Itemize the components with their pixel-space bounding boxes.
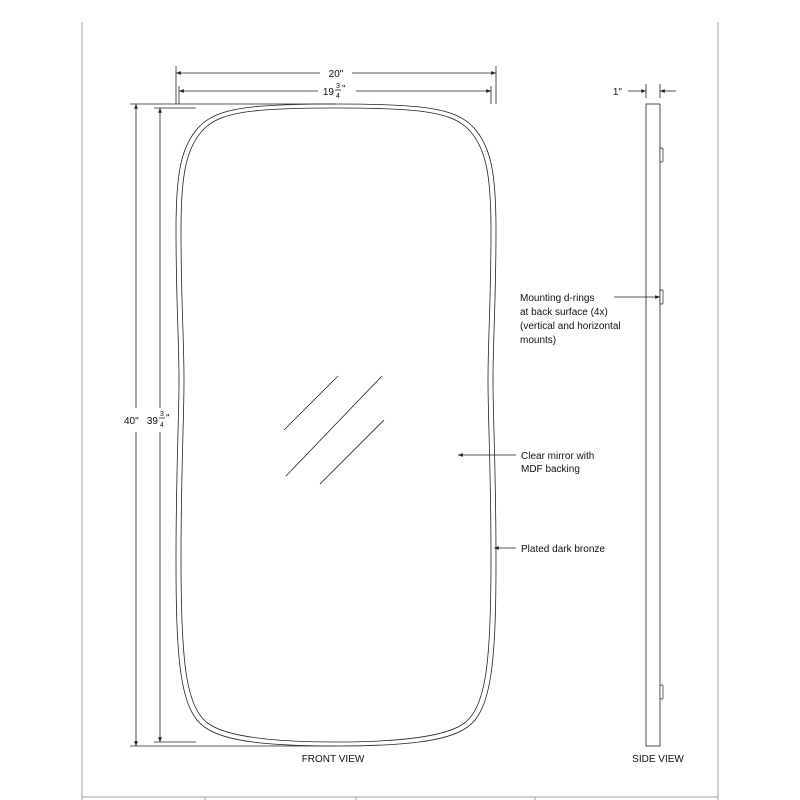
- inner-height-numerator: 3: [160, 411, 164, 418]
- inner-height-whole: 39: [146, 416, 158, 427]
- inner-width-numerator: 3: [336, 83, 340, 90]
- mirror-frame-outer: [176, 104, 496, 746]
- depth-label: 1": [612, 87, 622, 98]
- callout-mounting-line-2: at back surface (4x): [520, 307, 608, 318]
- outer-height-label: 40": [124, 416, 139, 427]
- inner-width-denominator: 4: [336, 93, 340, 100]
- height-dimensions: [120, 104, 336, 746]
- d-ring-bottom: [660, 685, 663, 699]
- mirror-frame-inner: [181, 108, 491, 742]
- callout-mounting: [520, 293, 660, 346]
- callout-mirror-line-1: Clear mirror with: [521, 451, 595, 462]
- outer-width-label: 20": [328, 69, 344, 80]
- mirror-front-view: [176, 104, 496, 746]
- callout-finish: [494, 544, 605, 555]
- callout-mirror-line-2: MDF backing: [521, 464, 580, 475]
- callout-mounting-line-4: mounts): [520, 335, 557, 346]
- d-ring-top: [660, 148, 663, 162]
- inner-height-denominator: 4: [160, 422, 164, 429]
- inner-width-whole: 19: [322, 87, 334, 98]
- width-dimensions: [176, 66, 496, 104]
- page-frame: [82, 22, 718, 800]
- inner-height-unit: ": [166, 413, 170, 424]
- callout-mounting-line-3: (vertical and horizontal: [520, 321, 621, 332]
- d-ring-middle: [660, 290, 663, 304]
- callout-mirror: [458, 451, 594, 475]
- glass-reflection-lines: [284, 376, 384, 484]
- inner-width-unit: ": [342, 84, 346, 95]
- front-view-label: FRONT VIEW: [301, 754, 365, 765]
- mirror-side-view: [613, 84, 676, 746]
- callout-mounting-line-1: Mounting d-rings: [520, 293, 595, 304]
- callout-finish-text: Plated dark bronze: [521, 544, 605, 555]
- side-view-label: SIDE VIEW: [632, 754, 684, 765]
- side-profile: [646, 104, 660, 746]
